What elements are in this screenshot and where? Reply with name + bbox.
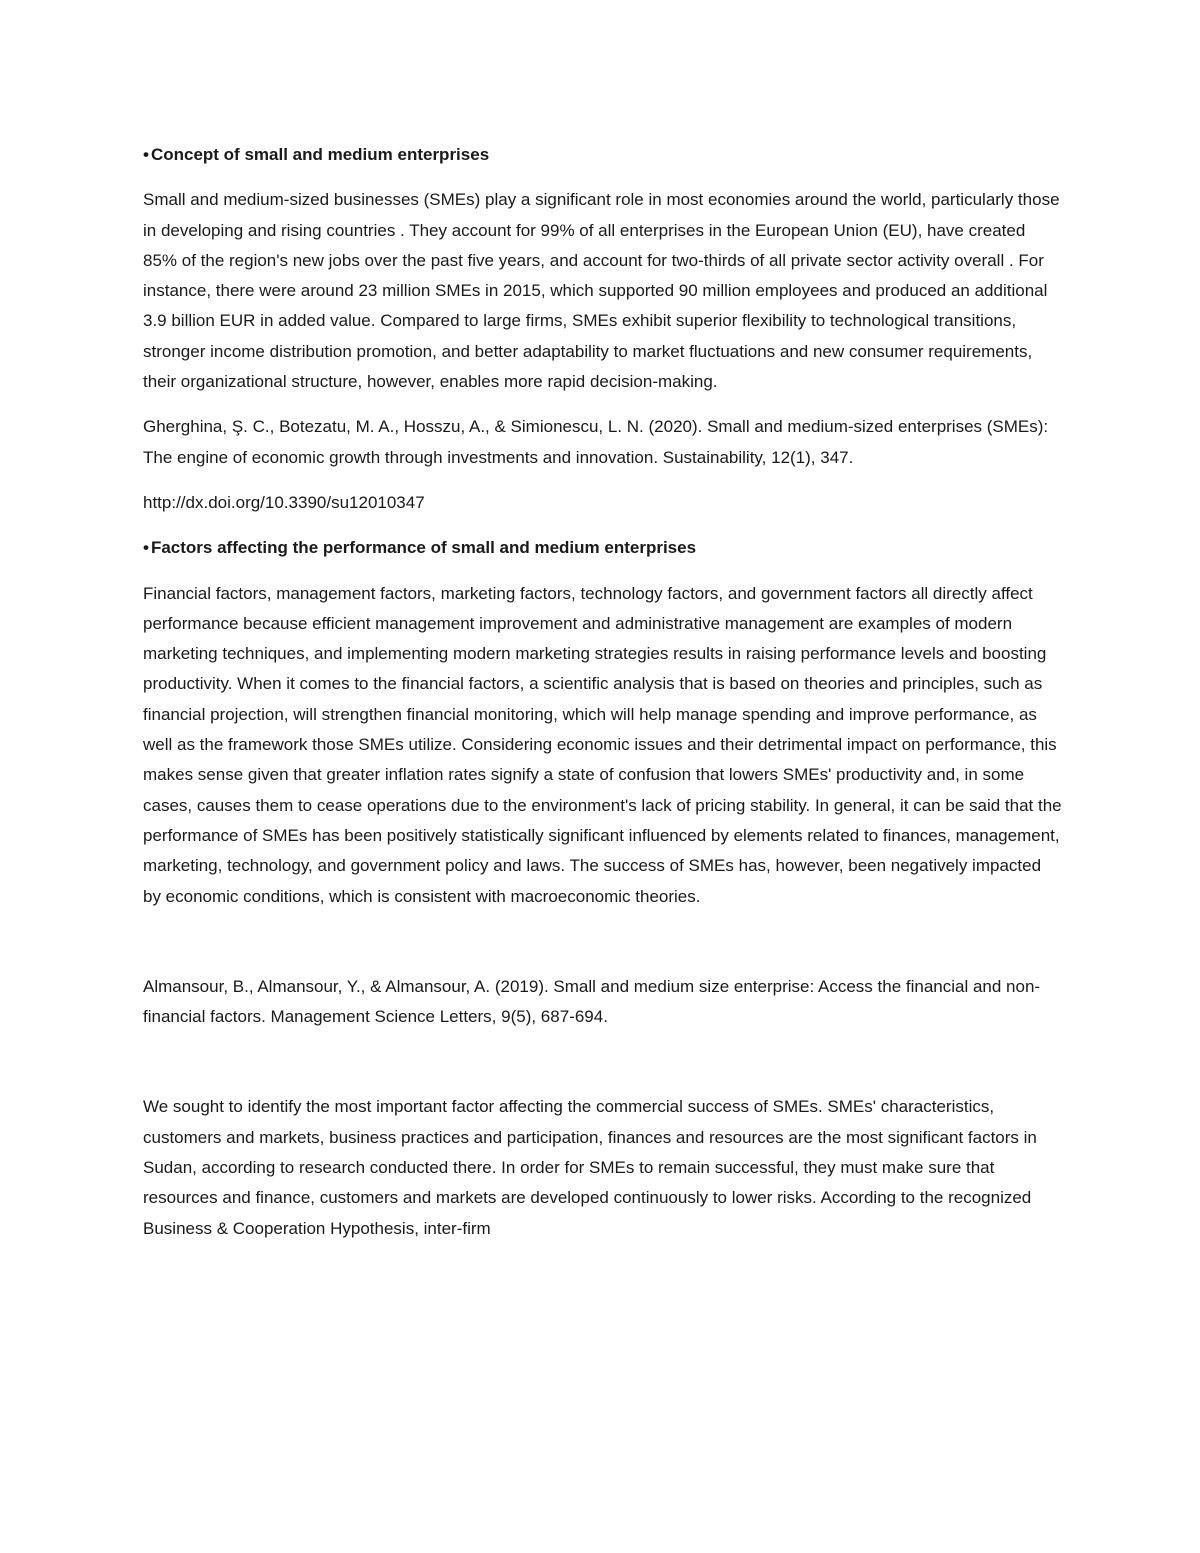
- reference-gherghina: Gherghina, Ş. C., Botezatu, M. A., Hosszu, A., & Simionescu, L. N. (2020). Small and medium-sized enterprises (SMEs): The engine of economic growth through investments and innovation. Sustainability, 12(1), 347.: [143, 417, 1049, 467]
- reference-almansour: Almansour, B., Almansour, Y., & Almansour, A. (2019). Small and medium size enterprise: Access the financial and non-financial factors. Management Science Letters, 9(5), 687-694.: [143, 976, 1041, 1027]
- paragraph-factors: Financial factors, management factors, marketing factors, technology factors, and government factors all directly affect performance because efficient management improvement and administrative management are examples of modern marketing techniques, and implementing modern marketing strategies results in raising performance levels and boosting productivity. When it comes to the financial factors, a scientific analysis that is based on theories and principles, such as financial projection, will strengthen financial monitoring, which will help manage spending and improve performance, as well as the framework those SMEs utilize. Considering economic issues and their detrimental impact on performance, this makes sense given that greater inflation rates signify a state of confusion that lowers SMEs' productivity and, in some cases, causes them to cease operations due to the environment's lack of pricing stability. In general, it can be said that the performance of SMEs has been positively statistically significant influenced by elements related to finances, management, marketing, technology, and government policy and laws. The success of SMEs has, however, been negatively impacted by economic conditions, which is consistent with macroeconomic theories.: [143, 583, 1062, 906]
- document-page: [143, 140, 1063, 1259]
- section-heading-factors: [143, 533, 1063, 563]
- section-heading-text: Factors affecting the performance of small and medium enterprises: [150, 538, 697, 558]
- bullet-icon: •: [143, 145, 149, 164]
- spacer: [143, 927, 1063, 972]
- paragraph-concept: Small and medium-sized businesses (SMEs) play a significant role in most economies around the world, particularly those in developing and rising countries . They account for 99% of all enterprises in the European Union (EU), have created 85% of the region's new jobs over the past five years, and account for two-thirds of all private sector activity overall . For instance, there were around 23 million SMEs in 2015, which supported 90 million employees and produced an additional 3.9 billion EUR in added value. Compared to large firms, SMEs exhibit superior flexibility to technological transitions, stronger income distribution promotion, and better adaptability to market fluctuations and new consumer requirements, their organizational structure, however, enables more rapid decision-making.: [143, 190, 1060, 392]
- doi-link[interactable]: http://dx.doi.org/10.3390/su12010347: [143, 492, 425, 512]
- bullet-icon: •: [143, 538, 149, 558]
- section-heading-text: Concept of small and medium enterprises: [150, 145, 490, 164]
- paragraph-sudan: We sought to identify the most important factor affecting the commercial success of SMEs. SMEs' characteristics, customers and markets, business practices and participation, finances and resources are the most significant factors in Sudan, according to research conducted there. In order for SMEs to remain successful, they must make sure that resources and finance, customers and markets are developed continuously to lower risks. According to the recognized Business & Cooperation Hypothesis, inter-firm: [143, 1097, 1037, 1238]
- spacer: [143, 1047, 1063, 1092]
- section-heading-concept: [143, 140, 1063, 170]
